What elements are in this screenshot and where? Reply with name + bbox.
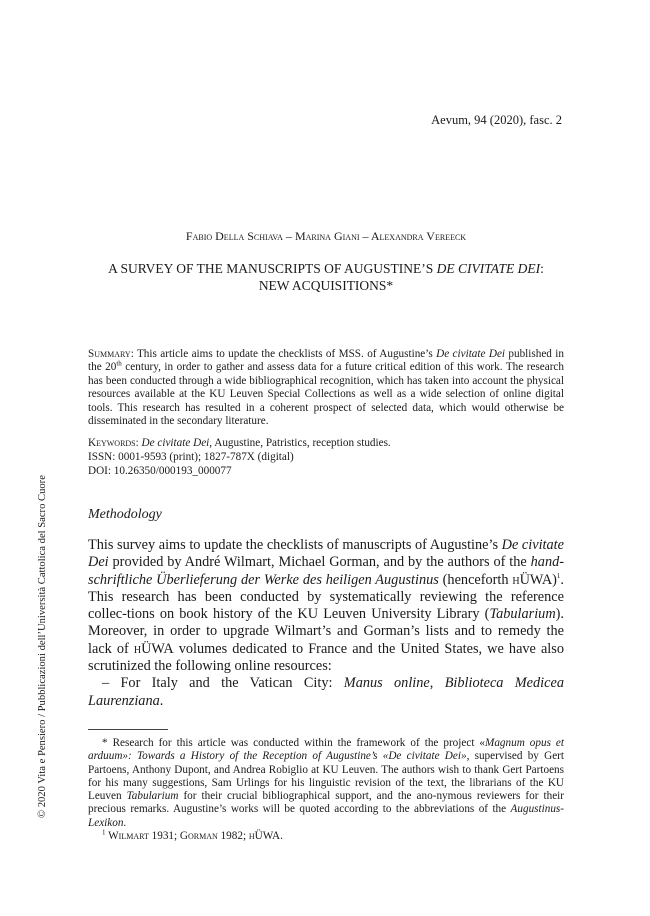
doi-line: DOI: 10.26350/000193_000077 bbox=[88, 465, 232, 477]
body-italic: De civitate Dei bbox=[88, 537, 564, 571]
body-paragraph bbox=[88, 537, 564, 710]
body-italic: Tabularium bbox=[489, 606, 556, 623]
list-item-text: , bbox=[429, 675, 445, 692]
article-title bbox=[88, 260, 564, 294]
summary-text: century, in order to gather and assess data for a future critical edition of this work. The research has been conducted through a wide bibliographical recognition, which has taken into account the physical resources available at the KU Leuven Special Collections as well as a wide selection of online digital tools. This research has resulted in a coherent prospect of selected data, which would otherwise be disseminated in the secondary literature. bbox=[88, 361, 564, 428]
article-authors: Fabio Della Schiava – Marina Giani – Alexandra Vereeck bbox=[185, 229, 467, 243]
list-item-text: . bbox=[159, 692, 164, 709]
body-smallcaps: hÜWA bbox=[133, 640, 174, 657]
footnote-text: for their crucial bibliographical support, and the ano-nymous reviewers for their precious remarks. Augustine’s works will be quoted according to the abbreviations of the bbox=[88, 790, 565, 816]
summary-italic: De civitate Dei bbox=[436, 348, 506, 360]
keywords-label: Keywords bbox=[88, 437, 136, 449]
footnote-divider bbox=[88, 729, 168, 730]
body-text: provided by André Wilmart, Michael Gorman, and by the authors of the bbox=[108, 554, 531, 571]
summary-text: published in the 20 bbox=[88, 348, 564, 374]
title-italic: DE CIVITATE DEI bbox=[436, 261, 541, 276]
footnote-text: * Research for this article was conducted within the framework of the project « bbox=[102, 737, 486, 749]
footnote-italic: Tabularium bbox=[126, 790, 179, 803]
body-text: . This research has been conducted by systematically reviewing the reference collec-tions on book history of the KU Leuven University Library ( bbox=[88, 571, 564, 623]
title-colon: : bbox=[540, 261, 544, 276]
body-text: ). Moreover, in order to upgrade Wilmart’s and Gorman’s lists and to remedy the lack of bbox=[88, 606, 564, 657]
list-item-italic: Manus online bbox=[343, 675, 430, 692]
footnote-text: , supervised by Gert Partoens, Anthony Dupont, and Andrea Robiglio at KU Leuven. The authors wish to thank Gert Partoens for his many suggestions, Sam Urlings for his linguistic revision of the text, the librarians of the KU Leuven bbox=[88, 750, 564, 803]
body-text: volumes dedicated to France and the United States, we have also scrutinized the following online resources: bbox=[88, 640, 564, 675]
keywords-line: Keywords: De civitate Dei, Augustine, Patristics, reception studies. bbox=[88, 437, 391, 449]
footnotes bbox=[88, 737, 564, 843]
issn-line: ISSN: 0001-9593 (print); 1827-787X (digital) bbox=[88, 451, 294, 463]
title-line2: NEW ACQUISITIONS* bbox=[258, 278, 394, 293]
body-smallcaps: hÜWA bbox=[512, 571, 553, 588]
body-italic: hand-schriftliche Überlieferung der Werke des heiligen Augustinus bbox=[88, 554, 564, 588]
summary-text: : This article aims to update the checklists of MSS. of Augustine’s bbox=[130, 348, 437, 360]
sidebar-copyright: © 2020 Vita e Pensiero / Pubblicazioni dell’Università Cattolica del Sacro Cuore bbox=[37, 475, 48, 818]
body-text: (henceforth bbox=[438, 571, 513, 588]
footnote-star bbox=[88, 737, 564, 830]
keywords-italic: De civitate Dei bbox=[141, 437, 210, 449]
footnote-text: . bbox=[123, 816, 127, 829]
list-item bbox=[88, 675, 564, 710]
body-text: ) bbox=[552, 571, 557, 588]
summary-superscript: th bbox=[116, 359, 122, 368]
keywords-text: , Augustine, Patristics, reception studies. bbox=[209, 437, 391, 449]
footnote-italic: Magnum opus et arduum»: Towards a History of the Reception of Augustine’s «De civitate Dei» bbox=[88, 737, 564, 763]
footnote-ref: 1 bbox=[556, 571, 561, 580]
section-heading: Methodology bbox=[88, 507, 162, 522]
footnote-number: 1 bbox=[102, 828, 106, 837]
footnote-text: Wilmart 1931; Gorman 1982; hÜWA. bbox=[105, 830, 283, 843]
title-line1: A SURVEY OF THE MANUSCRIPTS OF AUGUSTINE’S bbox=[108, 261, 437, 276]
footnote-1 bbox=[88, 830, 564, 843]
list-item-text: – For Italy and the Vatican City: bbox=[102, 675, 344, 692]
footnote-italic: Augustinus-Lexikon bbox=[88, 803, 564, 829]
body-text: This survey aims to update the checklists of manuscripts of Augustine’s bbox=[88, 537, 502, 553]
summary-paragraph bbox=[88, 348, 564, 428]
journal-reference: Aevum, 94 (2020), fasc. 2 bbox=[431, 113, 562, 127]
list-item-italic: Biblioteca Medicea Laurenziana bbox=[88, 675, 564, 709]
summary-label: Summary bbox=[88, 348, 131, 360]
